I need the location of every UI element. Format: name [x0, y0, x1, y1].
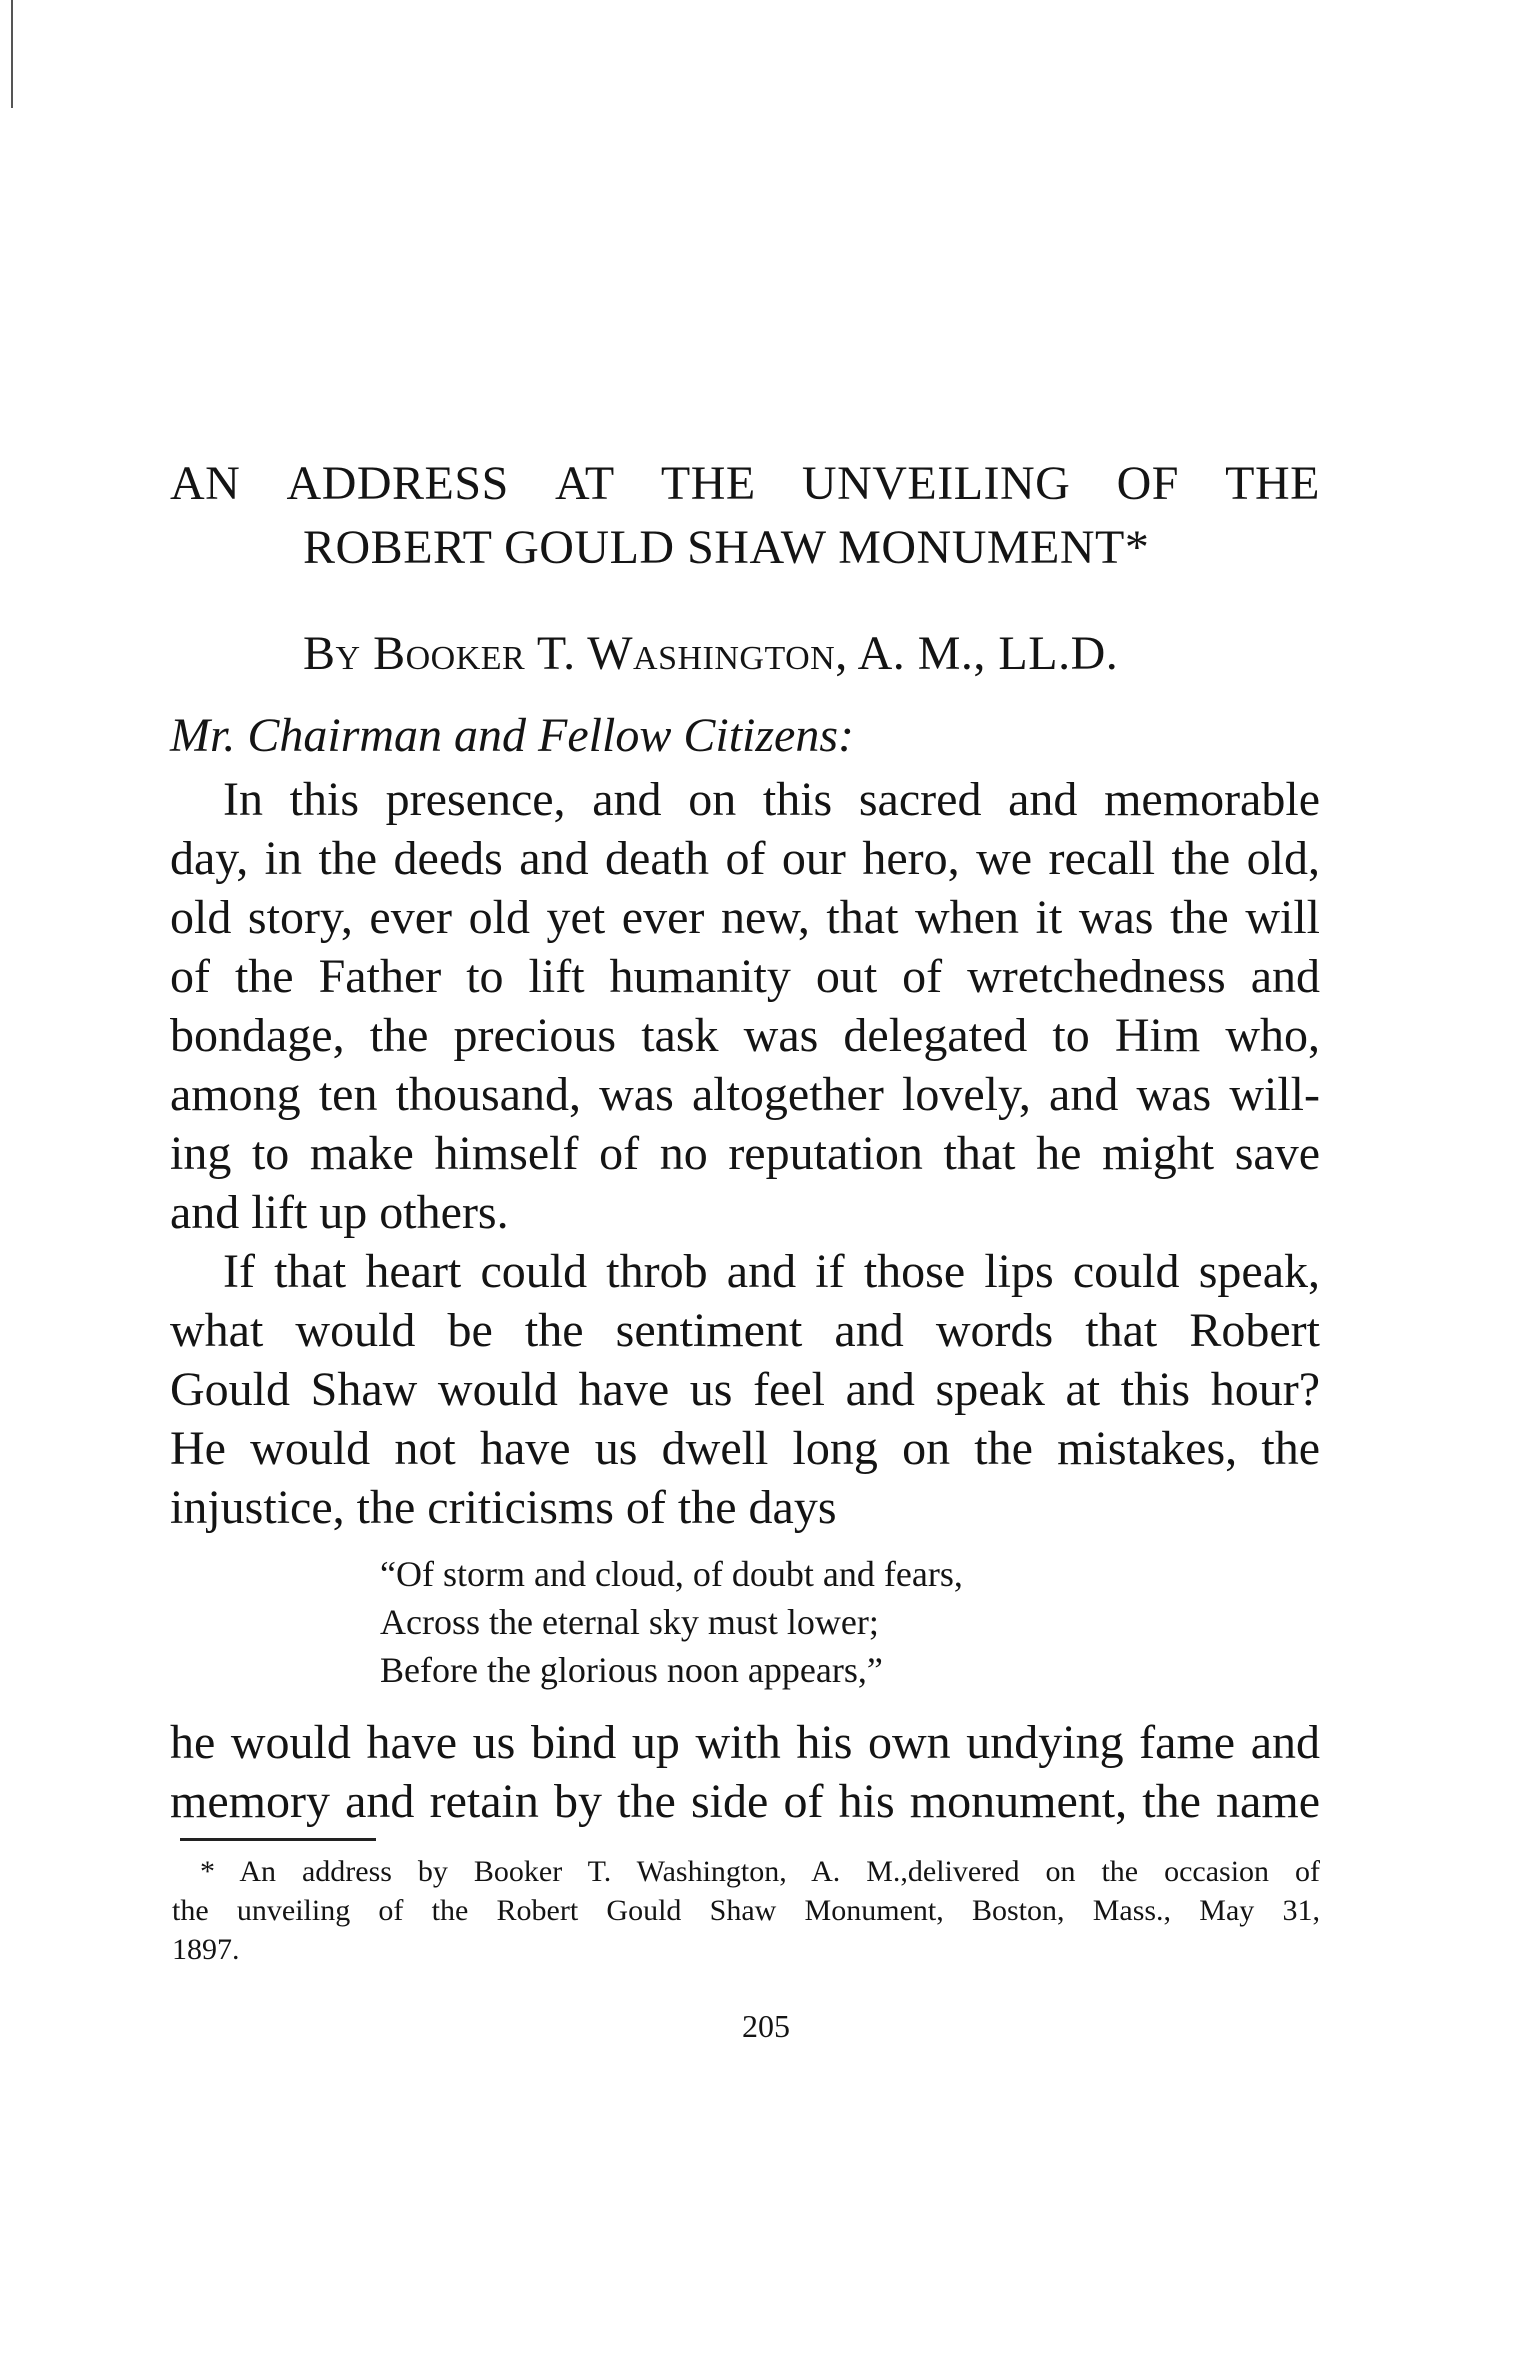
title-line-1 — [170, 457, 1320, 510]
body-line: If that heart could throb and if those lips could speak, — [223, 1245, 1320, 1298]
title-word: THE — [1225, 457, 1320, 510]
body-line: of the Father to lift humanity out of wretchedness and — [170, 950, 1320, 1003]
body-line: among ten thousand, was altogether lovely, and was will- — [170, 1068, 1320, 1121]
footnote-line: the unveiling of the Robert Gould Shaw Monument, Boston, Mass., May 31, — [172, 1894, 1320, 1927]
page-number: 205 — [742, 2008, 790, 2044]
verse-line: “Of storm and cloud, of doubt and fears, — [380, 1554, 963, 1594]
footnote-rule — [180, 1838, 376, 1841]
title-line-2: ROBERT GOULD SHAW MONUMENT* — [303, 521, 1150, 574]
author-byline: By Booker T. Washington, A. M., LL.D. — [303, 627, 1119, 680]
scan-edge-line — [11, 0, 13, 108]
body-line: and lift up others. — [170, 1186, 509, 1239]
body-line: injustice, the criticisms of the days — [170, 1481, 837, 1534]
body-line: memory and retain by the side of his monument, the name — [170, 1775, 1320, 1828]
footnote-line: * An address by Booker T. Washington, A. M.,delivered on the occasion of — [200, 1855, 1320, 1888]
body-line: Gould Shaw would have us feel and speak at this hour? — [170, 1363, 1320, 1416]
salutation: Mr. Chairman and Fellow Citizens: — [170, 709, 855, 762]
title-word: AT — [554, 457, 615, 510]
title-word: ADDRESS — [286, 457, 509, 510]
title-word: OF — [1116, 457, 1179, 510]
title-word: AN — [170, 457, 241, 510]
verse-line: Before the glorious noon appears,” — [380, 1650, 883, 1690]
title-word: UNVEILING — [801, 457, 1071, 510]
body-line: what would be the sentiment and words that Robert — [170, 1304, 1320, 1357]
verse-line: Across the eternal sky must lower; — [380, 1602, 879, 1642]
footnote-line: 1897. — [172, 1933, 240, 1966]
body-line: old story, ever old yet ever new, that when it was the will — [170, 891, 1320, 944]
body-line: he would have us bind up with his own undying fame and — [170, 1716, 1320, 1769]
body-line: day, in the deeds and death of our hero, we recall the old, — [170, 832, 1320, 885]
body-line: ing to make himself of no reputation that he might save — [170, 1127, 1320, 1180]
body-line: bondage, the precious task was delegated to Him who, — [170, 1009, 1320, 1062]
body-line: He would not have us dwell long on the mistakes, the — [170, 1422, 1320, 1475]
body-line: In this presence, and on this sacred and memorable — [223, 773, 1320, 826]
title-word: THE — [660, 457, 756, 510]
